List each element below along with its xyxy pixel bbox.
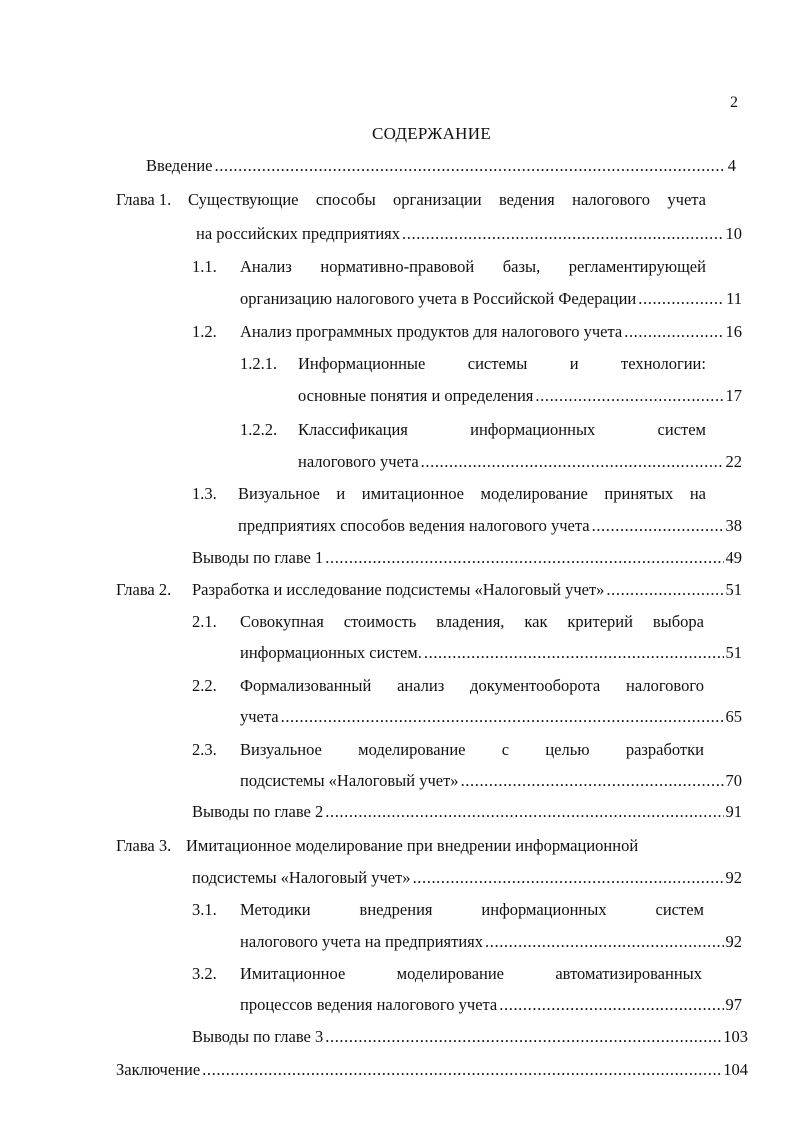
- section-number: 2.3.: [192, 740, 217, 759]
- toc-entry-page: 97: [725, 995, 742, 1014]
- leader-dots: [402, 222, 723, 246]
- leader-dots: [606, 578, 723, 602]
- word: Методики: [240, 900, 311, 919]
- word: моделирование: [480, 484, 588, 503]
- section-number: 3.2.: [192, 964, 217, 983]
- word: как: [524, 612, 548, 631]
- word: имитационное: [361, 484, 464, 503]
- section-title-line2: [298, 384, 742, 408]
- word: регламентирующей: [568, 257, 706, 276]
- word: систем: [655, 900, 704, 919]
- leader-dots: [535, 384, 723, 408]
- word: способы: [315, 190, 376, 209]
- word: Анализ: [240, 257, 292, 276]
- toc-entry-intro[interactable]: [146, 154, 736, 178]
- leader-dots: [413, 866, 724, 890]
- chapter-title-line1: Имитационное моделирование при внедрении информационной: [186, 836, 639, 855]
- word: Формализованный: [240, 676, 372, 695]
- word: целью: [545, 740, 590, 759]
- toc-entry-page: 65: [725, 707, 742, 726]
- toc-entry-conclusion[interactable]: [116, 1058, 748, 1082]
- word: выбора: [652, 612, 704, 631]
- toc-entry-page: 91: [725, 802, 742, 821]
- leader-dots: [592, 514, 724, 538]
- section-title-line1: [298, 352, 706, 376]
- section-title-line2: [238, 514, 742, 538]
- toc-entry-page: 16: [725, 322, 742, 341]
- toc-entry-conclusion-ch2[interactable]: [192, 800, 742, 824]
- toc-entry-page: 51: [725, 580, 742, 599]
- section-title: [240, 320, 742, 344]
- toc-entry-text: Выводы по главе 3: [192, 1027, 324, 1046]
- leader-dots: [624, 320, 723, 344]
- word: Имитационное: [240, 964, 346, 983]
- section-title-line2: [240, 930, 742, 954]
- section-title-line1: [240, 898, 704, 922]
- toc-entry-text: налогового учета: [298, 452, 419, 471]
- toc-entry-text: Выводы по главе 2: [192, 802, 324, 821]
- toc-title: СОДЕРЖАНИЕ: [371, 124, 492, 143]
- section-number: 1.2.2.: [240, 420, 278, 439]
- section-title-line2: [240, 641, 742, 665]
- word: автоматизированных: [555, 964, 702, 983]
- word: нормативно-правовой: [320, 257, 475, 276]
- toc-entry-text: Анализ программных продуктов для налогового учета: [240, 322, 623, 341]
- section-number: 3.1.: [192, 900, 217, 919]
- toc-entry-page: 4: [727, 156, 736, 175]
- section-title-line2: [240, 287, 742, 311]
- toc-entry-page: 92: [725, 868, 742, 887]
- toc-entry-text: Введение: [146, 156, 213, 175]
- section-number: 1.2.: [192, 322, 217, 341]
- toc-entry-text: информационных систем.: [240, 643, 422, 662]
- toc-entry-page: 22: [725, 452, 742, 471]
- section-number: 1.1.: [192, 257, 217, 276]
- toc-entry-text: предприятиях способов ведения налогового учета: [238, 516, 590, 535]
- chapter-title: [192, 578, 742, 602]
- word: на: [689, 484, 706, 503]
- word: Существующие: [188, 190, 299, 209]
- section-number: 2.1.: [192, 612, 217, 631]
- word: информационных: [470, 420, 596, 439]
- leader-dots: [424, 641, 724, 665]
- word: разработки: [625, 740, 704, 759]
- section-title-line2: [240, 993, 742, 1017]
- toc-entry-page: 103: [723, 1027, 748, 1046]
- toc-entry-text: подсистемы «Налоговый учет»: [240, 771, 459, 790]
- chapter-title-line2: [192, 866, 742, 890]
- section-title-line1: [240, 962, 702, 986]
- word: стоимость: [343, 612, 417, 631]
- toc-entry-text: Выводы по главе 1: [192, 548, 324, 567]
- section-title-line2: [240, 705, 742, 729]
- toc-entry-text: на российских предприятиях: [196, 224, 401, 243]
- word: моделирование: [358, 740, 466, 759]
- word: владения,: [436, 612, 505, 631]
- leader-dots: [421, 450, 724, 474]
- leader-dots: [215, 154, 726, 178]
- toc-entry-text: процессов ведения налогового учета: [240, 995, 498, 1014]
- leader-dots: [461, 769, 724, 793]
- word: Совокупная: [240, 612, 324, 631]
- toc-entry-text: Заключение: [116, 1060, 201, 1079]
- section-title-line1: [240, 610, 704, 634]
- chapter-title-line2: [196, 222, 742, 246]
- leader-dots: [485, 930, 723, 954]
- toc-entry-text: подсистемы «Налоговый учет»: [192, 868, 411, 887]
- section-title-line1: [238, 482, 706, 506]
- word: системы: [467, 354, 528, 373]
- section-title-line1: [298, 418, 706, 442]
- toc-entry-page: 11: [726, 289, 742, 308]
- toc-entry-text: организацию налогового учета в Российской Федерации: [240, 289, 637, 308]
- chapter-label: Глава 1.: [116, 190, 172, 209]
- toc-entry-text: Разработка и исследование подсистемы «Налоговый учет»: [192, 580, 605, 599]
- toc-entry-page: 70: [725, 771, 742, 790]
- word: систем: [657, 420, 706, 439]
- toc-entry-page: 92: [725, 932, 742, 951]
- toc-entry-text: основные понятия и определения: [298, 386, 534, 405]
- word: учета: [667, 190, 706, 209]
- word: организации: [393, 190, 482, 209]
- page-number: 2: [730, 94, 738, 111]
- word: принятых: [604, 484, 674, 503]
- toc-entry-text: учета: [240, 707, 279, 726]
- word: внедрения: [359, 900, 433, 919]
- toc-entry-page: 49: [725, 548, 742, 567]
- word: с: [501, 740, 510, 759]
- word: и: [569, 354, 579, 373]
- leader-dots: [325, 800, 723, 824]
- section-title-line2: [240, 769, 742, 793]
- section-title-line2: [298, 450, 742, 474]
- toc-entry-conclusion-ch1[interactable]: [192, 546, 742, 570]
- leader-dots: [638, 287, 724, 311]
- toc-entry-page: 104: [723, 1060, 748, 1079]
- word: ведения: [498, 190, 555, 209]
- leader-dots: [202, 1058, 721, 1082]
- word: информационных: [481, 900, 607, 919]
- word: налогового: [626, 676, 704, 695]
- toc-entry-text: налогового учета на предприятиях: [240, 932, 484, 951]
- toc-entry-page: 17: [725, 386, 742, 405]
- leader-dots: [281, 705, 724, 729]
- chapter-label: Глава 2.: [116, 580, 172, 599]
- section-title-line1: [240, 738, 704, 762]
- toc-entry-page: 51: [725, 643, 742, 662]
- word: Информационные: [298, 354, 426, 373]
- section-number: 1.3.: [192, 484, 217, 503]
- word: налогового: [572, 190, 651, 209]
- word: технологии:: [621, 354, 706, 373]
- word: анализ: [397, 676, 445, 695]
- section-title-line1: [240, 674, 704, 698]
- word: моделирование: [396, 964, 505, 983]
- word: и: [336, 484, 346, 503]
- toc-entry-conclusion-ch3[interactable]: [192, 1025, 748, 1049]
- toc-entry-page: 38: [725, 516, 742, 535]
- word: базы,: [502, 257, 541, 276]
- leader-dots: [325, 546, 723, 570]
- section-title-line1: [240, 255, 706, 279]
- word: Классификация: [298, 420, 408, 439]
- chapter-title-line1: [188, 188, 706, 212]
- chapter-label: Глава 3.: [116, 836, 172, 855]
- word: Визуальное: [238, 484, 320, 503]
- section-number: 2.2.: [192, 676, 217, 695]
- word: документооборота: [470, 676, 601, 695]
- leader-dots: [325, 1025, 721, 1049]
- leader-dots: [499, 993, 723, 1017]
- word: критерий: [567, 612, 633, 631]
- word: Визуальное: [240, 740, 322, 759]
- section-number: 1.2.1.: [240, 354, 278, 373]
- toc-entry-page: 10: [725, 224, 742, 243]
